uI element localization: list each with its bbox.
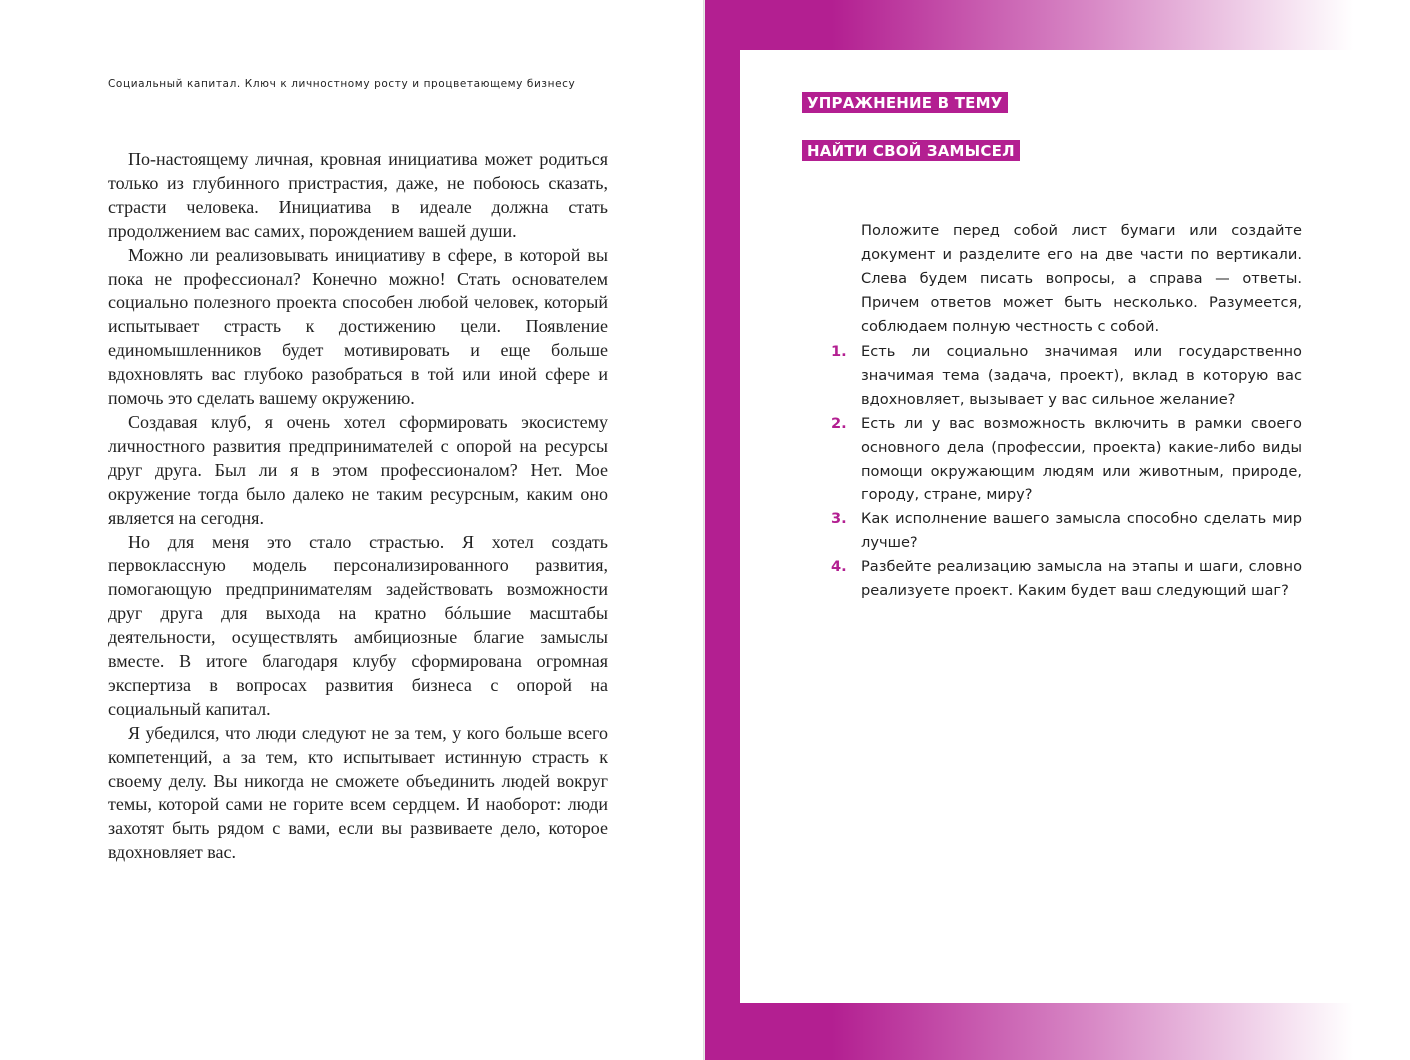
question-text: Как исполнение вашего замысла способно сделать мир лучше? bbox=[861, 510, 1302, 552]
paragraph: Можно ли реализовывать инициативу в сфере, в которой вы пока не профессионал? Конечно можно! Стать основателем социально полезного проекта способен любой человек, который испытывает страсть к достижению цели. Появление единомышленников будет мотивировать и еще больше вдохновлять вас глубоко разобраться в той или иной сфере и помочь это сделать вашему окружению. bbox=[108, 244, 608, 409]
question-item bbox=[831, 412, 1302, 508]
paragraph: Создавая клуб, я очень хотел сформировать экосистему личностного развития предпринимателей с опорой на ресурсы друг друга. Был ли я в этом профессионалом? Нет. Мое окружение тогда было далеко не таким ресурсным, каким оно является на сегодня. bbox=[108, 411, 608, 528]
question-list bbox=[831, 340, 1302, 603]
running-head: Социальный капитал. Ключ к личностному росту и процветающему бизнесу bbox=[108, 78, 576, 90]
right-page bbox=[705, 0, 1410, 1060]
exercise-label: УПРАЖНЕНИЕ В ТЕМУ bbox=[802, 92, 1008, 113]
question-item bbox=[831, 507, 1302, 555]
question-item bbox=[831, 555, 1302, 603]
exercise-title: НАЙТИ СВОЙ ЗАМЫСЕЛ bbox=[802, 140, 1020, 161]
question-text: Есть ли социально значимая или государственно значимая тема (задача, проект), вклад в которую вас вдохновляет, вызывает у вас сильное желание? bbox=[861, 343, 1302, 408]
paragraph: Но для меня это стало страстью. Я хотел создать первоклассную модель персонализированного развития, помогающую предпринимателям задействовать возможности друг друга для выхода на кратно бóльшие масштабы деятельности, осуществлять амбициозные благие замыслы вместе. В итоге благодаря клубу сформирована огромная экспертиза в вопросах развития бизнеса с опорой на социальный капитал. bbox=[108, 531, 608, 719]
question-text: Разбейте реализацию замысла на этапы и шаги, словно реализуете проект. Каким будет ваш следующий шаг? bbox=[861, 558, 1302, 600]
exercise-intro: Положите перед собой лист бумаги или создайте документ и разделите его на две части по вертикали. Слева будем писать вопросы, а справа — ответы. Причем ответов может быть несколько. Разумеется, соблюдаем полную честность с собой. bbox=[861, 222, 1302, 335]
body-text bbox=[108, 148, 608, 865]
exercise-panel bbox=[740, 50, 1368, 1003]
question-text: Есть ли у вас возможность включить в рамки своего основного дела (профессии, проекта) какие-либо виды помощи окружающим людям или животным, природе, городу, стране, миру? bbox=[861, 414, 1302, 504]
question-number: 2. bbox=[831, 414, 847, 432]
paragraph: Я убедился, что люди следуют не за тем, у кого больше всего компетенций, а за тем, кто испытывает истинную страсть к своему делу. Вы никогда не сможете объединить людей вокруг темы, которой сами не горите всем сердцем. И наоборот: люди захотят быть рядом с вами, если вы развиваете дело, которое вдохновляет вас. bbox=[108, 722, 608, 863]
question-number: 1. bbox=[831, 343, 847, 360]
question-number: 3. bbox=[831, 510, 847, 528]
question-number: 4. bbox=[831, 558, 847, 576]
paragraph: По-настоящему личная, кровная инициатива может родиться только из глубинного пристрастия, даже, не побоюсь сказать, страсти человека. Инициатива в идеале должна стать продолжением вас самих, порождением вашей души. bbox=[108, 149, 608, 241]
question-item bbox=[831, 340, 1302, 412]
